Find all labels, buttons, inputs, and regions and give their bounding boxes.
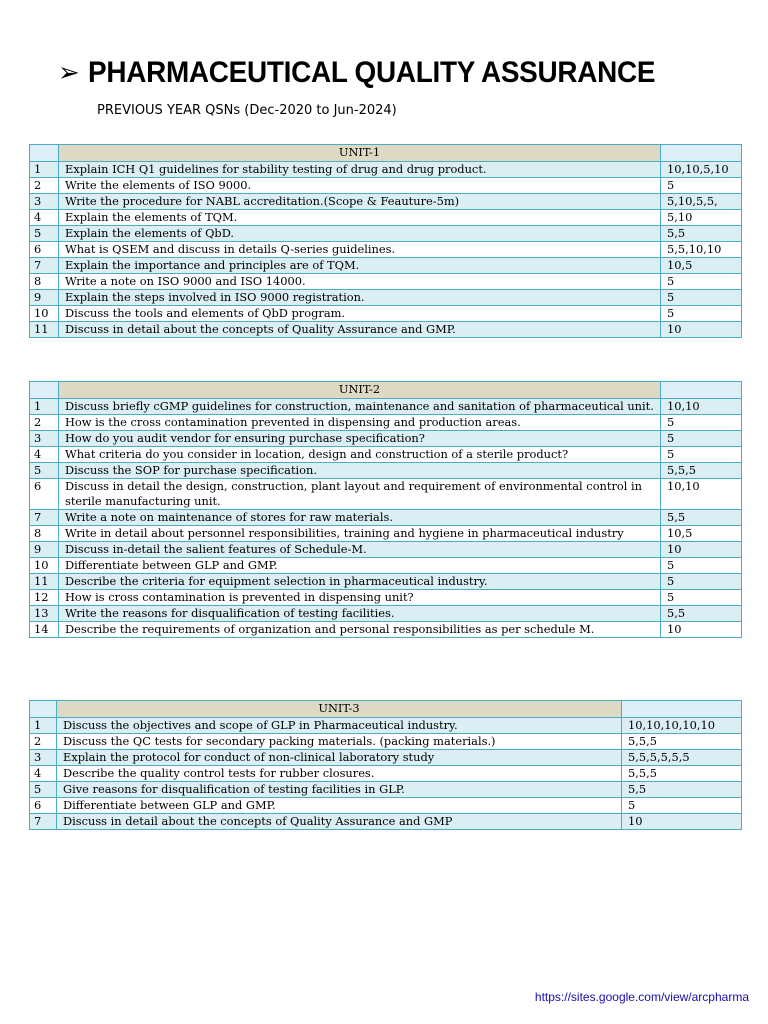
question-number: 5 (30, 463, 59, 479)
question-marks: 5 (661, 290, 742, 306)
question-text: Discuss in detail the design, construction, plant layout and requirement of environmental control in sterile manufacturing unit. (59, 479, 661, 510)
question-number: 1 (30, 718, 57, 734)
unit-title: UNIT-3 (57, 701, 622, 718)
question-row (30, 734, 742, 750)
question-text: Explain the elements of TQM. (59, 210, 661, 226)
question-marks: 5 (661, 274, 742, 290)
question-text: Describe the requirements of organization and personal responsibilities as per schedule M. (59, 622, 661, 638)
question-number: 4 (30, 447, 59, 463)
question-text: Differentiate between GLP and GMP. (57, 798, 622, 814)
question-text: Discuss in detail about the concepts of Quality Assurance and GMP (57, 814, 622, 830)
question-marks: 5,10,5,5, (661, 194, 742, 210)
question-marks: 5,5 (661, 226, 742, 242)
question-text: How do you audit vendor for ensuring purchase specification? (59, 431, 661, 447)
question-number: 12 (30, 590, 59, 606)
question-text: Describe the quality control tests for rubber closures. (57, 766, 622, 782)
page-heading (58, 56, 698, 90)
question-row (30, 178, 742, 194)
question-number: 11 (30, 574, 59, 590)
question-row (30, 258, 742, 274)
question-text: Explain ICH Q1 guidelines for stability testing of drug and drug product. (59, 162, 661, 178)
question-text: Discuss the objectives and scope of GLP in Pharmaceutical industry. (57, 718, 622, 734)
question-text: How is cross contamination is prevented in dispensing unit? (59, 590, 661, 606)
question-number: 1 (30, 399, 59, 415)
question-marks: 5,5,10,10 (661, 242, 742, 258)
question-marks: 5 (661, 306, 742, 322)
question-marks: 5 (661, 590, 742, 606)
unit-2-table (29, 381, 742, 638)
question-text: Discuss in detail about the concepts of Quality Assurance and GMP. (59, 322, 661, 338)
question-marks: 10 (661, 542, 742, 558)
question-number: 1 (30, 162, 59, 178)
question-marks: 10,5 (661, 258, 742, 274)
question-row (30, 542, 742, 558)
question-text: Discuss in-detail the salient features of Schedule-M. (59, 542, 661, 558)
header-blank-cell (30, 145, 59, 162)
question-number: 10 (30, 558, 59, 574)
question-number: 2 (30, 178, 59, 194)
header-blank-cell (30, 701, 57, 718)
question-number: 6 (30, 242, 59, 258)
question-row (30, 274, 742, 290)
question-number: 5 (30, 226, 59, 242)
question-row (30, 798, 742, 814)
question-marks: 10 (622, 814, 742, 830)
question-row (30, 510, 742, 526)
question-row (30, 447, 742, 463)
header-blank-cell (622, 701, 742, 718)
question-marks: 10,10,10,10,10 (622, 718, 742, 734)
question-number: 3 (30, 750, 57, 766)
question-number: 5 (30, 782, 57, 798)
question-marks: 5,5,5 (622, 766, 742, 782)
question-marks: 5,10 (661, 210, 742, 226)
question-row (30, 306, 742, 322)
unit-3-table (29, 700, 742, 830)
header-blank-cell (30, 382, 59, 399)
question-number: 7 (30, 258, 59, 274)
question-marks: 5,5,5 (622, 734, 742, 750)
question-number: 10 (30, 306, 59, 322)
unit-title: UNIT-2 (59, 382, 661, 399)
question-marks: 5,5 (661, 510, 742, 526)
question-marks: 5 (622, 798, 742, 814)
question-row (30, 766, 742, 782)
header-blank-cell (661, 382, 742, 399)
question-text: Write a note on ISO 9000 and ISO 14000. (59, 274, 661, 290)
question-text: Discuss the SOP for purchase specification. (59, 463, 661, 479)
question-number: 6 (30, 798, 57, 814)
unit-header-row (30, 701, 742, 718)
question-marks: 5,5 (661, 606, 742, 622)
question-marks: 10,10,5,10 (661, 162, 742, 178)
question-marks: 5 (661, 178, 742, 194)
question-row (30, 415, 742, 431)
question-row (30, 194, 742, 210)
question-number: 11 (30, 322, 59, 338)
question-row (30, 526, 742, 542)
question-row (30, 290, 742, 306)
question-number: 3 (30, 431, 59, 447)
question-number: 14 (30, 622, 59, 638)
question-text: What is QSEM and discuss in details Q-series guidelines. (59, 242, 661, 258)
question-number: 4 (30, 210, 59, 226)
question-marks: 5,5,5,5,5,5 (622, 750, 742, 766)
question-text: Explain the elements of QbD. (59, 226, 661, 242)
unit-title: UNIT-1 (59, 145, 661, 162)
question-row (30, 162, 742, 178)
unit-1-table (29, 144, 742, 338)
question-row (30, 574, 742, 590)
question-number: 6 (30, 479, 59, 510)
question-number: 8 (30, 274, 59, 290)
question-number: 9 (30, 542, 59, 558)
question-marks: 5,5 (622, 782, 742, 798)
question-marks: 10,10 (661, 479, 742, 510)
header-blank-cell (661, 145, 742, 162)
question-marks: 5,5,5 (661, 463, 742, 479)
question-number: 8 (30, 526, 59, 542)
question-text: Discuss briefly cGMP guidelines for construction, maintenance and sanitation of pharmaceutical unit. (59, 399, 661, 415)
question-text: Discuss the tools and elements of QbD program. (59, 306, 661, 322)
question-text: How is the cross contamination prevented in dispensing and production areas. (59, 415, 661, 431)
page-subtitle: PREVIOUS YEAR QSNs (Dec-2020 to Jun-2024) (97, 103, 397, 118)
page-title: PHARMACEUTICAL QUALITY ASSURANCE (87, 56, 655, 89)
question-row (30, 242, 742, 258)
unit-header-row (30, 382, 742, 399)
question-text: Explain the importance and principles are of TQM. (59, 258, 661, 274)
question-marks: 10,10 (661, 399, 742, 415)
question-row (30, 814, 742, 830)
question-text: Describe the criteria for equipment selection in pharmaceutical industry. (59, 574, 661, 590)
question-row (30, 718, 742, 734)
question-text: Discuss the QC tests for secondary packing materials. (packing materials.) (57, 734, 622, 750)
question-row (30, 431, 742, 447)
question-number: 3 (30, 194, 59, 210)
question-text: Write a note on maintenance of stores for raw materials. (59, 510, 661, 526)
question-text: Write in detail about personnel responsibilities, training and hygiene in pharmaceutical industry (59, 526, 661, 542)
question-text: Explain the steps involved in ISO 9000 registration. (59, 290, 661, 306)
question-row (30, 622, 742, 638)
question-number: 2 (30, 734, 57, 750)
question-row (30, 750, 742, 766)
question-number: 7 (30, 510, 59, 526)
question-text: Write the elements of ISO 9000. (59, 178, 661, 194)
question-marks: 5 (661, 558, 742, 574)
question-text: What criteria do you consider in location, design and construction of a sterile product? (59, 447, 661, 463)
question-marks: 10,5 (661, 526, 742, 542)
question-marks: 5 (661, 447, 742, 463)
question-text: Differentiate between GLP and GMP. (59, 558, 661, 574)
footer-website-link[interactable]: https://sites.google.com/view/arcpharma (534, 990, 749, 1004)
question-marks: 5 (661, 431, 742, 447)
arrow-bullet-icon: ➢ (58, 58, 80, 88)
question-number: 9 (30, 290, 59, 306)
question-row (30, 782, 742, 798)
question-marks: 10 (661, 622, 742, 638)
question-text: Give reasons for disqualification of testing facilities in GLP. (57, 782, 622, 798)
question-row (30, 606, 742, 622)
question-row (30, 210, 742, 226)
question-row (30, 590, 742, 606)
question-row (30, 226, 742, 242)
question-marks: 10 (661, 322, 742, 338)
question-row (30, 558, 742, 574)
unit-header-row (30, 145, 742, 162)
question-text: Explain the protocol for conduct of non-clinical laboratory study (57, 750, 622, 766)
question-text: Write the reasons for disqualification of testing facilities. (59, 606, 661, 622)
question-marks: 5 (661, 574, 742, 590)
question-number: 7 (30, 814, 57, 830)
question-number: 13 (30, 606, 59, 622)
question-row (30, 463, 742, 479)
question-row (30, 399, 742, 415)
question-row (30, 322, 742, 338)
question-marks: 5 (661, 415, 742, 431)
question-number: 2 (30, 415, 59, 431)
question-row (30, 479, 742, 510)
question-text: Write the procedure for NABL accreditation.(Scope & Feauture-5m) (59, 194, 661, 210)
question-number: 4 (30, 766, 57, 782)
